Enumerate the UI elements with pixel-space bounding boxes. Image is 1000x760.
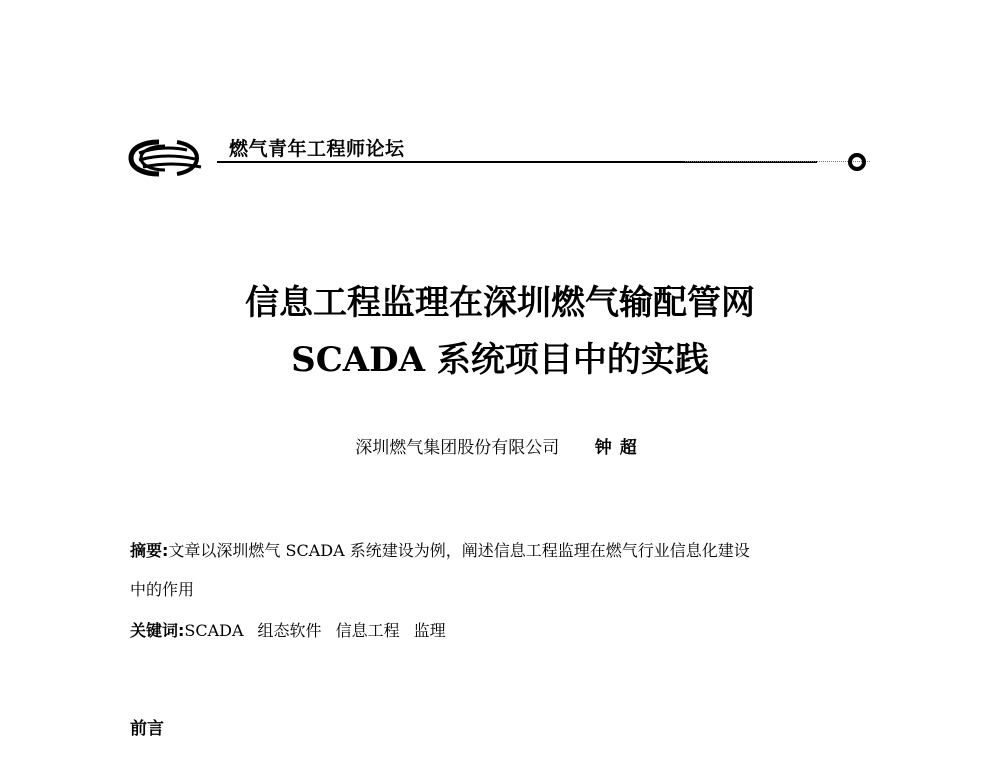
abstract-text-line2: 中的作用 — [130, 580, 195, 599]
article-title-line2: SCADA 系统项目中的实践 — [291, 340, 709, 380]
abstract-continued — [130, 579, 870, 601]
keywords-label: 关键词: — [130, 621, 185, 640]
keyword-item: 信息工程 — [335, 621, 400, 640]
author-organization: 深圳燃气集团股份有限公司 — [355, 438, 560, 458]
section-title: 前言 — [130, 719, 164, 739]
keywords — [130, 620, 870, 642]
author-name: 钟超 — [594, 438, 645, 458]
page-marker-icon — [848, 153, 866, 171]
forum-title: 燃气青年工程师论坛 — [229, 138, 405, 160]
keyword-item: SCADA — [184, 621, 244, 640]
keyword-item: 组态软件 — [257, 621, 322, 640]
abstract — [130, 540, 870, 562]
abstract-text-line1: 文章以深圳燃气 SCADA 系统建设为例，阐述信息工程监理在燃气行业信息化建设 — [168, 541, 750, 560]
header-rule-dotted — [685, 161, 870, 162]
swoosh-logo-icon — [125, 136, 209, 180]
page-header — [125, 132, 870, 182]
abstract-label: 摘要: — [130, 541, 169, 560]
byline — [0, 433, 1000, 458]
article-title-line1: 信息工程监理在深圳燃气输配管网 — [245, 283, 755, 323]
keyword-item: 监理 — [413, 621, 446, 640]
